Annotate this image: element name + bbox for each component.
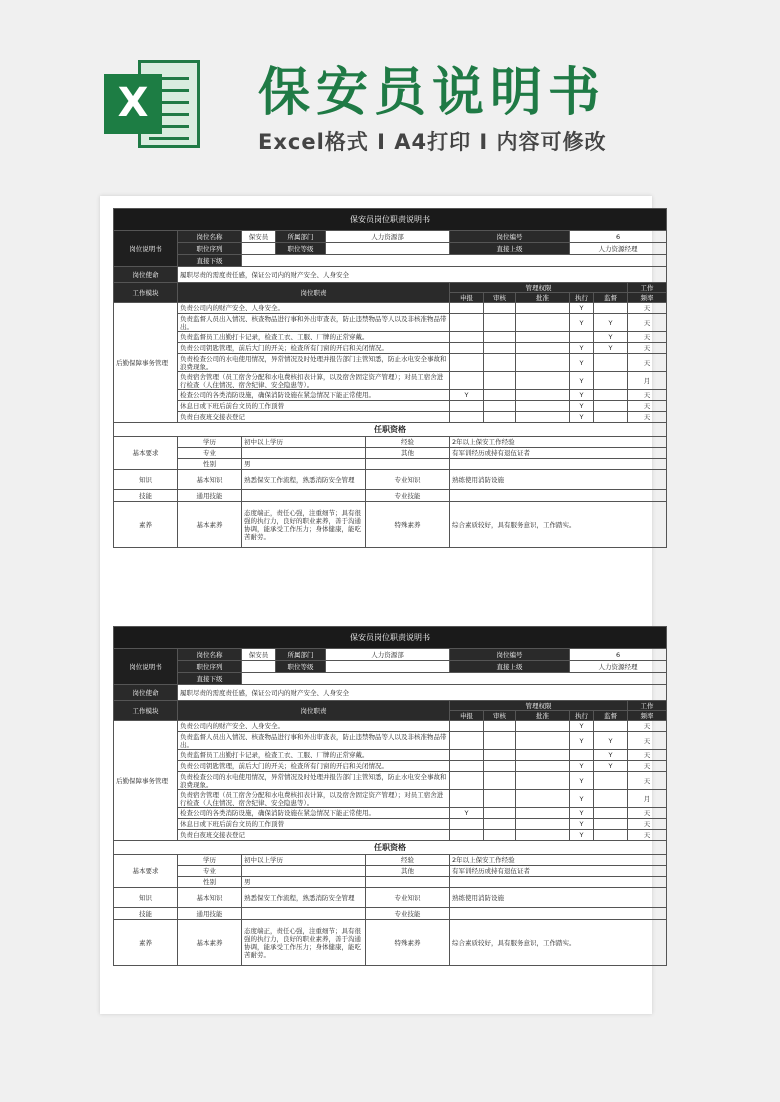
seq-label: 职位序列 <box>178 243 242 255</box>
duty-approve <box>516 343 570 354</box>
duty-execute: Y <box>570 390 594 401</box>
table-row <box>114 790 667 808</box>
duty-freq: 天 <box>628 772 667 790</box>
seq-value <box>242 661 276 673</box>
table-row <box>114 372 667 390</box>
edu-value: 初中以上学历 <box>242 437 366 448</box>
duty-review <box>484 790 516 808</box>
post-desc-label: 岗位说明书 <box>114 231 178 267</box>
duty-freq: 天 <box>628 303 667 314</box>
header-banner <box>0 0 780 190</box>
duty-report <box>450 732 484 750</box>
duty-freq: 天 <box>628 721 667 732</box>
direct-sup-value: 人力资源经理 <box>570 661 667 673</box>
duty-review <box>484 401 516 412</box>
table-row <box>114 303 667 314</box>
post-name-label: 岗位名称 <box>178 231 242 243</box>
duty-supervise <box>594 401 628 412</box>
pro-knowledge-value: 熟练使用消防设施 <box>450 470 667 490</box>
duty-text: 负责公司内的财产安全、人身安全。 <box>178 721 450 732</box>
duty-header: 岗位职责 <box>178 701 450 721</box>
duty-freq: 月 <box>628 790 667 808</box>
module-header: 工作模块 <box>114 283 178 303</box>
basic-req-label: 基本要求 <box>114 437 178 470</box>
level-label: 职位等级 <box>276 661 326 673</box>
basic-knowledge-label: 基本知识 <box>178 470 242 490</box>
direct-sup-label: 直接上级 <box>450 661 570 673</box>
duty-report <box>450 332 484 343</box>
duty-review <box>484 314 516 332</box>
other-value: 有军训经历或持有退伍证者 <box>450 866 667 877</box>
major-label: 专业 <box>178 448 242 459</box>
duty-review <box>484 390 516 401</box>
duty-review <box>484 721 516 732</box>
duty-supervise <box>594 372 628 390</box>
duty-report <box>450 819 484 830</box>
freq-header: 频率 <box>628 711 667 721</box>
duty-report: Y <box>450 808 484 819</box>
special-quality-label: 特殊素养 <box>366 920 450 966</box>
duty-freq: 天 <box>628 761 667 772</box>
mission-value: 履职尽责的需度责任感，保证公司内的财产安全、人身安全 <box>178 685 667 701</box>
duty-supervise: Y <box>594 314 628 332</box>
table-row <box>114 808 667 819</box>
duty-header: 岗位职责 <box>178 283 450 303</box>
gender-value: 男 <box>242 877 366 888</box>
mission-value: 履职尽责的需度责任感，保证公司内的财产安全、人身安全 <box>178 267 667 283</box>
duty-freq: 天 <box>628 412 667 423</box>
direct-sup-label: 直接上级 <box>450 243 570 255</box>
post-name-value: 保安员 <box>242 649 276 661</box>
duty-supervise <box>594 412 628 423</box>
duty-approve <box>516 750 570 761</box>
duty-execute: Y <box>570 412 594 423</box>
duty-review <box>484 343 516 354</box>
table-row <box>114 761 667 772</box>
quality-label: 素养 <box>114 502 178 548</box>
duty-approve <box>516 761 570 772</box>
duty-freq: 天 <box>628 750 667 761</box>
duty-text: 负责白夜班交接表登记 <box>178 830 450 841</box>
job-description-sheet-2 <box>113 626 666 966</box>
duty-text: 负责监督人员出入情况、核查物品进行事和外出审查表，防止违禁物品等人以及非核准物品带出。 <box>178 732 450 750</box>
mission-label: 岗位使命 <box>114 267 178 283</box>
duty-execute: Y <box>570 354 594 372</box>
special-quality-label: 特殊素养 <box>366 502 450 548</box>
duty-report <box>450 343 484 354</box>
duty-freq: 天 <box>628 332 667 343</box>
duty-supervise <box>594 772 628 790</box>
general-skill-label: 通用技能 <box>178 490 242 502</box>
special-quality-value: 综合素质较好，具有服务意识，工作踏实。 <box>450 502 667 548</box>
duty-review <box>484 819 516 830</box>
duty-freq: 月 <box>628 372 667 390</box>
table-row <box>114 314 667 332</box>
edu-value: 初中以上学历 <box>242 855 366 866</box>
duty-execute: Y <box>570 372 594 390</box>
basic-quality-label: 基本素养 <box>178 920 242 966</box>
supervise-header: 监督 <box>594 711 628 721</box>
duty-text: 负责公司钥匙管理，前后大门的开关；检查所有门窗的开启和关闭情况。 <box>178 343 450 354</box>
duty-freq: 天 <box>628 390 667 401</box>
duty-approve <box>516 401 570 412</box>
duty-approve <box>516 390 570 401</box>
duty-freq: 天 <box>628 354 667 372</box>
duty-text: 负责监督人员出入情况、核查物品进行事和外出审查表，防止违禁物品等人以及非核准物品带出。 <box>178 314 450 332</box>
post-desc-label: 岗位说明书 <box>114 649 178 685</box>
duty-approve <box>516 808 570 819</box>
post-no-value: 6 <box>570 649 667 661</box>
pro-knowledge-label: 专业知识 <box>366 470 450 490</box>
basic-quality-value: 态度端正，责任心强，注重细节；具有很强的执行力，良好的职业素养，善于沟通协调，能承受工作压力；身体健康，能吃苦耐劳。 <box>242 502 366 548</box>
table-row <box>114 412 667 423</box>
duty-text: 负责公司内的财产安全、人身安全。 <box>178 303 450 314</box>
duty-approve <box>516 721 570 732</box>
duty-approve <box>516 303 570 314</box>
dept-label: 所属部门 <box>276 231 326 243</box>
duty-execute: Y <box>570 790 594 808</box>
table-row <box>114 354 667 372</box>
duty-approve <box>516 354 570 372</box>
duty-report <box>450 303 484 314</box>
page-subtitle: Excel格式 I A4打印 I 内容可修改 <box>258 130 607 154</box>
execute-header: 执行 <box>570 711 594 721</box>
gender-label: 性别 <box>178 459 242 470</box>
approve-header: 批准 <box>516 711 570 721</box>
work-header: 工作 <box>628 283 667 293</box>
knowledge-label: 知识 <box>114 888 178 908</box>
duty-execute: Y <box>570 761 594 772</box>
duty-review <box>484 808 516 819</box>
duty-report <box>450 412 484 423</box>
level-value <box>326 243 450 255</box>
duty-execute: Y <box>570 314 594 332</box>
other-label: 其他 <box>366 448 450 459</box>
report-header: 申报 <box>450 293 484 303</box>
other-value: 有军训经历或持有退伍证者 <box>450 448 667 459</box>
duty-execute: Y <box>570 772 594 790</box>
duty-freq: 天 <box>628 819 667 830</box>
pro-knowledge-label: 专业知识 <box>366 888 450 908</box>
duty-supervise: Y <box>594 761 628 772</box>
authority-header: 管理权限 <box>450 283 628 293</box>
duty-execute: Y <box>570 819 594 830</box>
skill-label: 技能 <box>114 490 178 502</box>
basic-knowledge-value: 熟悉保安工作流程，熟悉消防安全管理 <box>242 888 366 908</box>
duty-review <box>484 750 516 761</box>
edu-label: 学历 <box>178 437 242 448</box>
duty-review <box>484 303 516 314</box>
approve-header: 批准 <box>516 293 570 303</box>
duty-review <box>484 830 516 841</box>
freq-header: 频率 <box>628 293 667 303</box>
table-row <box>114 830 667 841</box>
duty-report: Y <box>450 390 484 401</box>
duty-freq: 天 <box>628 830 667 841</box>
post-no-label: 岗位编号 <box>450 649 570 661</box>
pro-skill-label: 专业技能 <box>366 490 450 502</box>
basic-quality-value: 态度端正，责任心强，注重细节；具有很强的执行力，良好的职业素养，善于沟通协调，能承受工作压力；身体健康，能吃苦耐劳。 <box>242 920 366 966</box>
duty-text: 负责宿舍管理（员工宿舍分配和水电费核扣表计算，以及宿舍固定资产管理）；对员工宿舍进行检查（人住情况、宿舍纪律、安全隐患等）。 <box>178 372 450 390</box>
duty-approve <box>516 412 570 423</box>
level-label: 职位等级 <box>276 243 326 255</box>
duty-supervise <box>594 819 628 830</box>
duty-approve <box>516 830 570 841</box>
skill-label: 技能 <box>114 908 178 920</box>
qualification-title: 任职资格 <box>114 841 667 855</box>
special-quality-value: 综合素质较好，具有服务意识，工作踏实。 <box>450 920 667 966</box>
duty-text: 负责监督员工出勤打卡记录，检查工衣、工服、厂牌的正常穿戴。 <box>178 332 450 343</box>
duty-supervise <box>594 390 628 401</box>
seq-value <box>242 243 276 255</box>
duty-text: 休息日或下班后前台文员的工作顶替 <box>178 819 450 830</box>
duty-text: 检查公司的各类消防设施，确保消防设施在紧急情况下能正常使用。 <box>178 390 450 401</box>
table-row <box>114 750 667 761</box>
duty-supervise <box>594 790 628 808</box>
post-no-value: 6 <box>570 231 667 243</box>
module-name: 后勤保障事务管理 <box>114 303 178 423</box>
direct-sub-value <box>242 673 667 685</box>
table-row <box>114 332 667 343</box>
duty-execute: Y <box>570 808 594 819</box>
excel-logo-icon: X <box>104 58 204 150</box>
duty-approve <box>516 332 570 343</box>
duty-text: 负责检查公司的水电使用情况，异常情况及时处理并报告部门主管知悉，防止水电安全事故和浪费现象。 <box>178 354 450 372</box>
level-value <box>326 661 450 673</box>
basic-knowledge-label: 基本知识 <box>178 888 242 908</box>
duty-report <box>450 401 484 412</box>
duty-text: 负责宿舍管理（员工宿舍分配和水电费核扣表计算，以及宿舍固定资产管理）；对员工宿舍进行检查（人住情况、宿舍纪律、安全隐患等）。 <box>178 790 450 808</box>
duty-freq: 天 <box>628 732 667 750</box>
duty-report <box>450 830 484 841</box>
duty-text: 负责监督员工出勤打卡记录，检查工衣、工服、厂牌的正常穿戴。 <box>178 750 450 761</box>
duty-supervise: Y <box>594 732 628 750</box>
duty-supervise: Y <box>594 750 628 761</box>
duty-report <box>450 772 484 790</box>
major-label: 专业 <box>178 866 242 877</box>
duty-execute: Y <box>570 721 594 732</box>
pro-skill-label: 专业技能 <box>366 908 450 920</box>
duty-text: 负责白夜班交接表登记 <box>178 412 450 423</box>
duty-review <box>484 732 516 750</box>
direct-sub-label: 直接下级 <box>178 255 242 267</box>
report-header: 申报 <box>450 711 484 721</box>
table-row <box>114 732 667 750</box>
duty-supervise: Y <box>594 332 628 343</box>
duty-review <box>484 761 516 772</box>
edu-label: 学历 <box>178 855 242 866</box>
other-label: 其他 <box>366 866 450 877</box>
table-row <box>114 390 667 401</box>
duty-execute: Y <box>570 343 594 354</box>
pro-knowledge-value: 熟练使用消防设施 <box>450 888 667 908</box>
knowledge-label: 知识 <box>114 470 178 490</box>
dept-value: 人力资源部 <box>326 649 450 661</box>
duty-approve <box>516 372 570 390</box>
duty-report <box>450 750 484 761</box>
duty-text: 检查公司的各类消防设施，确保消防设施在紧急情况下能正常使用。 <box>178 808 450 819</box>
exp-value: 2年以上保安工作经验 <box>450 437 667 448</box>
duty-review <box>484 332 516 343</box>
dept-value: 人力资源部 <box>326 231 450 243</box>
module-name: 后勤保障事务管理 <box>114 721 178 841</box>
basic-knowledge-value: 熟悉保安工作流程，熟悉消防安全管理 <box>242 470 366 490</box>
table-row <box>114 819 667 830</box>
exp-label: 经验 <box>366 437 450 448</box>
duty-review <box>484 354 516 372</box>
table-row <box>114 401 667 412</box>
exp-label: 经验 <box>366 855 450 866</box>
duty-execute <box>570 750 594 761</box>
post-name-value: 保安员 <box>242 231 276 243</box>
duty-execute: Y <box>570 830 594 841</box>
duty-text: 负责检查公司的水电使用情况，异常情况及时处理并报告部门主管知悉，防止水电安全事故和浪费现象。 <box>178 772 450 790</box>
duty-freq: 天 <box>628 314 667 332</box>
basic-quality-label: 基本素养 <box>178 502 242 548</box>
quality-label: 素养 <box>114 920 178 966</box>
review-header: 审核 <box>484 293 516 303</box>
duty-supervise <box>594 721 628 732</box>
duty-supervise <box>594 354 628 372</box>
duty-report <box>450 761 484 772</box>
duty-approve <box>516 772 570 790</box>
authority-header: 管理权限 <box>450 701 628 711</box>
direct-sup-value: 人力资源经理 <box>570 243 667 255</box>
duty-freq: 天 <box>628 343 667 354</box>
page-title: 保安员说明书 <box>258 63 607 123</box>
sheet-title: 保安员岗位职责说明书 <box>114 627 667 649</box>
table-row <box>114 343 667 354</box>
duty-supervise <box>594 808 628 819</box>
duty-execute: Y <box>570 732 594 750</box>
major-value <box>242 448 366 459</box>
module-header: 工作模块 <box>114 701 178 721</box>
seq-label: 职位序列 <box>178 661 242 673</box>
mission-label: 岗位使命 <box>114 685 178 701</box>
duty-supervise <box>594 303 628 314</box>
gender-value: 男 <box>242 459 366 470</box>
direct-sub-label: 直接下级 <box>178 673 242 685</box>
duty-report <box>450 354 484 372</box>
supervise-header: 监督 <box>594 293 628 303</box>
gender-label: 性别 <box>178 877 242 888</box>
duty-supervise <box>594 830 628 841</box>
duty-text: 休息日或下班后前台文员的工作顶替 <box>178 401 450 412</box>
review-header: 审核 <box>484 711 516 721</box>
work-header: 工作 <box>628 701 667 711</box>
duty-freq: 天 <box>628 808 667 819</box>
basic-req-label: 基本要求 <box>114 855 178 888</box>
duty-approve <box>516 732 570 750</box>
duty-approve <box>516 790 570 808</box>
duty-approve <box>516 314 570 332</box>
duty-supervise: Y <box>594 343 628 354</box>
direct-sub-value <box>242 255 667 267</box>
duty-execute: Y <box>570 303 594 314</box>
duty-freq: 天 <box>628 401 667 412</box>
table-row <box>114 721 667 732</box>
duty-text: 负责公司钥匙管理，前后大门的开关；检查所有门窗的开启和关闭情况。 <box>178 761 450 772</box>
post-no-label: 岗位编号 <box>450 231 570 243</box>
duty-approve <box>516 819 570 830</box>
table-row <box>114 772 667 790</box>
duty-review <box>484 412 516 423</box>
duty-report <box>450 372 484 390</box>
sheet-title: 保安员岗位职责说明书 <box>114 209 667 231</box>
duty-report <box>450 314 484 332</box>
job-description-sheet-1 <box>113 208 666 548</box>
duty-review <box>484 372 516 390</box>
dept-label: 所属部门 <box>276 649 326 661</box>
major-value <box>242 866 366 877</box>
exp-value: 2年以上保安工作经验 <box>450 855 667 866</box>
qualification-title: 任职资格 <box>114 423 667 437</box>
duty-review <box>484 772 516 790</box>
duty-execute: Y <box>570 401 594 412</box>
general-skill-label: 通用技能 <box>178 908 242 920</box>
duty-report <box>450 721 484 732</box>
execute-header: 执行 <box>570 293 594 303</box>
duty-report <box>450 790 484 808</box>
duty-execute <box>570 332 594 343</box>
post-name-label: 岗位名称 <box>178 649 242 661</box>
